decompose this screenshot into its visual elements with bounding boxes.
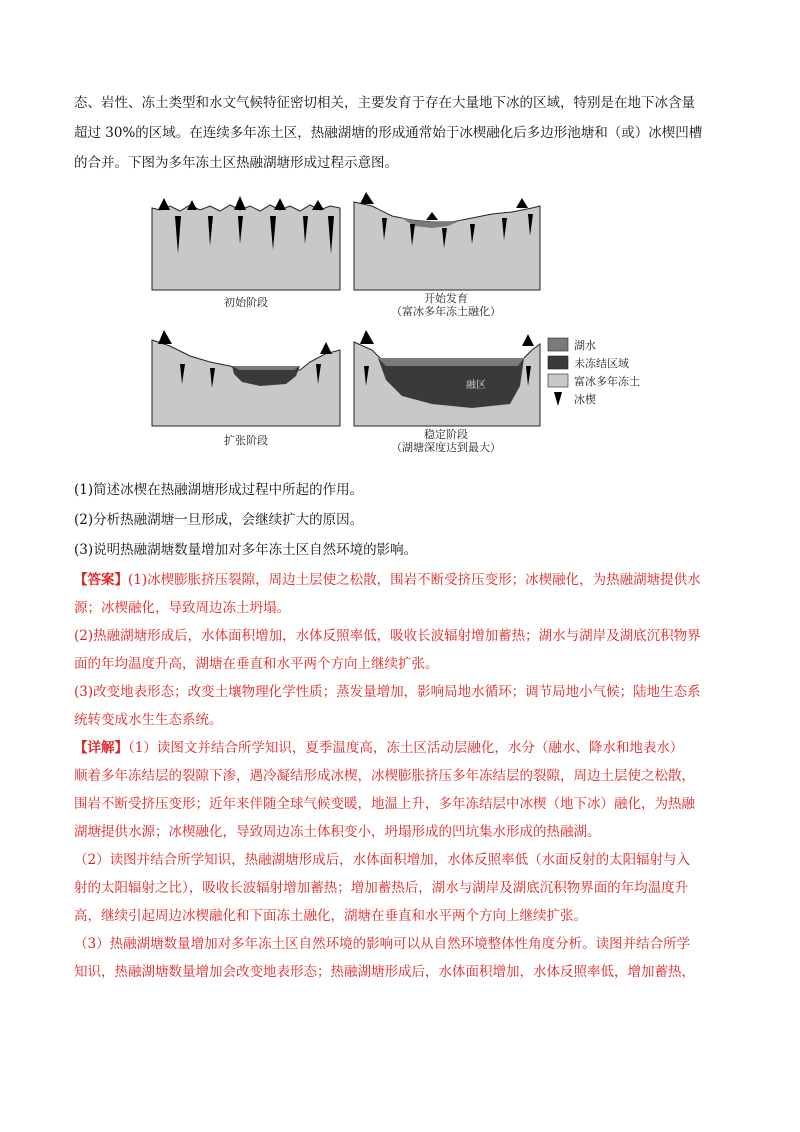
legend-label: 未冻结区域 — [574, 357, 629, 370]
answer-text: 源；冰楔融化，导致周边冻土坍塌。 — [74, 600, 290, 616]
panel-start — [354, 192, 540, 318]
detail-text: 顺着多年冻结层的裂隙下渗，遇冷凝结形成冰楔，冰楔膨胀挤压多年冻结层的裂隙，周边土层使之松散， — [74, 768, 695, 784]
legend-swatch-permafrost — [548, 374, 568, 387]
panel-label-stable: 稳定阶段 — [424, 428, 468, 441]
panel-label-initial: 初始阶段 — [224, 296, 268, 309]
panel-initial — [152, 196, 340, 309]
intro-line: 的合并。下图为多年冻土区热融湖塘形成过程示意图。 — [74, 155, 398, 171]
thermokarst-lake-diagram — [150, 184, 650, 452]
panel-label-start: 开始发育 — [424, 292, 468, 305]
legend-icon-ice-wedge — [554, 392, 562, 406]
answer-block — [74, 566, 734, 986]
panel-sublabel-start: （富冰多年冻土融化） — [391, 305, 501, 318]
answer-text: 面的年均温度升高，湖塘在垂直和水平两个方向上继续扩张。 — [74, 656, 439, 672]
detail-text: 知识，热融湖塘数量增加会改变地表形态；热融湖塘形成后，水体面积增加，水体反照率低，增加蓄热， — [74, 964, 695, 980]
panel-label-expand: 扩张阶段 — [224, 434, 268, 447]
legend-swatch-lake-water — [548, 338, 568, 351]
legend-label: 湖水 — [574, 339, 596, 352]
detail-text: 围岩不断受挤压变形；近年来伴随全球气候变暖，地温上升，多年冻结层中冰楔（地下冰）融化，为热融 — [74, 796, 695, 812]
intro-line: 超过 30%的区域。在连续多年冻土区，热融湖塘的形成通常始于冰楔融化后多边形池塘和（或）冰楔凹槽 — [74, 125, 703, 141]
question-1: (1)简述冰楔在热融湖塘形成过程中所起的作用。 — [74, 482, 364, 498]
legend-label: 冰楔 — [574, 393, 596, 406]
question-2: (2)分析热融湖塘一旦形成，会继续扩大的原因。 — [74, 512, 364, 528]
melt-zone-label: 融区 — [466, 380, 486, 391]
legend — [548, 338, 640, 406]
detail-text: 射的太阳辐射之比），吸收长波辐射增加蓄热；增加蓄热后，湖水与湖岸及湖底沉积物界面的年均温度升 — [74, 880, 689, 896]
detail-text: （2）读图并结合所学知识，热融湖塘形成后，水体面积增加，水体反照率低（水面反射的太阳辐射与入 — [74, 852, 691, 868]
legend-label: 富冰多年冻土 — [574, 375, 640, 388]
answer-text: 统转变成水生生态系统。 — [74, 712, 223, 728]
detail-text: 高，继续引起周边冰楔融化和下面冻土融化，湖塘在垂直和水平两个方向上继续扩张。 — [74, 908, 587, 924]
detail-tag: 【详解】 — [74, 740, 128, 756]
answer-text: (1)冰楔膨胀挤压裂隙，周边土层使之松散，围岩不断受挤压变形；冰楔融化，为热融湖塘提供水 — [128, 572, 701, 588]
answer-text: (3)改变地表形态；改变土壤物理化学性质；蒸发量增加，影响局地水循环；调节局地小气候；陆地生态系 — [74, 684, 701, 700]
panel-expand — [152, 330, 340, 447]
intro-line: 态、岩性、冻土类型和水文气候特征密切相关，主要发育于存在大量地下冰的区域，特别是在地下冰含量 — [74, 95, 695, 111]
intro-paragraph — [74, 88, 730, 178]
detail-text: （3）热融湖塘数量增加对多年冻土区自然环境的影响可以从自然环境整体性角度分析。读图并结合所学 — [74, 936, 691, 952]
panel-stable — [354, 330, 540, 452]
answer-text: (2)热融湖塘形成后，水体面积增加，水体反照率低，吸收长波辐射增加蓄热；湖水与湖岸及湖底沉积物界 — [74, 628, 701, 644]
question-3: (3)说明热融湖塘数量增加对多年冻土区自然环境的影响。 — [74, 542, 418, 558]
detail-text: （1）读图文并结合所学知识，夏季温度高，冻土区活动层融化，水分（融水、降水和地表水） — [128, 740, 684, 756]
answer-tag: 【答案】 — [74, 572, 128, 588]
panel-sublabel-stable: （湖塘深度达到最大） — [391, 441, 501, 452]
legend-swatch-unfrozen — [548, 356, 568, 369]
detail-text: 湖塘提供水源；冰楔融化，导致周边冻土体积变小，坍塌形成的凹坑集水形成的热融湖。 — [74, 824, 601, 840]
